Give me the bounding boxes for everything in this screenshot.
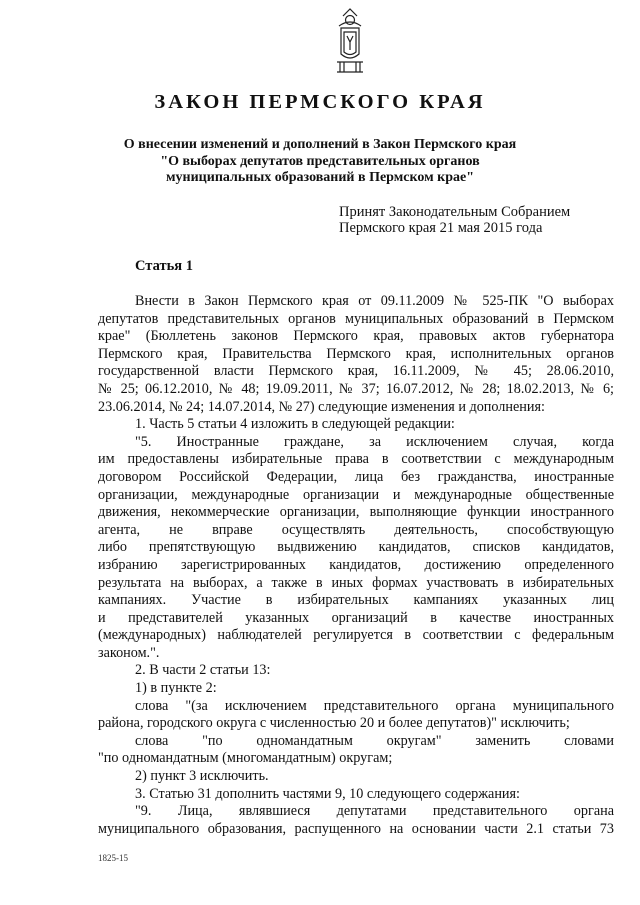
text-line: государственной власти Пермского края, 16.11.2009, № 45; 28.06.2010, bbox=[98, 363, 614, 380]
text-line: крае" (Бюллетень законов Пермского края, правовых актов губернатора bbox=[98, 328, 614, 345]
law-subtitle bbox=[0, 137, 640, 187]
article-heading: Статья 1 bbox=[135, 258, 193, 274]
text-line: муниципального образования, распущенного на основании части 2.1 статьи 73 bbox=[98, 820, 614, 837]
text-line: 23.06.2014, № 24; 14.07.2014, № 27) следующие изменения и дополнения: bbox=[98, 398, 545, 415]
text-line: "9. Лица, являвшиеся депутатами представительного органа bbox=[135, 803, 614, 820]
text-line: слова "по одномандатным округам" заменить словами bbox=[135, 732, 614, 749]
text-line: "5. Иностранные граждане, за исключением случая, когда bbox=[135, 433, 614, 450]
adoption-line: Принят Законодательным Собранием bbox=[339, 204, 571, 220]
text-line: 2. В части 2 статьи 13: bbox=[135, 662, 271, 679]
text-line: агента, не вправе осуществлять деятельность, способствующую bbox=[98, 521, 614, 538]
text-line: (международных) наблюдателей регулируется в соответствии с федеральным bbox=[98, 627, 614, 644]
text-line: им предоставлены избирательные права в соответствии с международным bbox=[98, 451, 614, 468]
text-line: 1) в пункте 2: bbox=[135, 680, 217, 697]
text-line: 1. Часть 5 статьи 4 изложить в следующей редакции: bbox=[135, 416, 455, 433]
text-line: избранию зарегистрированных кандидатов, достижению определенного bbox=[98, 556, 614, 573]
text-line: законом.". bbox=[98, 644, 160, 661]
text-line: и представителей указанных организаций в качестве иностранных bbox=[98, 609, 614, 626]
text-line: района, городского округа с численностью 20 и более депутатов)" исключить; bbox=[98, 715, 570, 732]
adoption-note bbox=[339, 204, 570, 236]
text-line: 3. Статью 31 дополнить частями 9, 10 следующего содержания: bbox=[135, 785, 520, 802]
text-line: организации, международные организации и международные общественные bbox=[98, 486, 614, 503]
text-line: Пермского края, Правительства Пермского края, исполнительных органов bbox=[98, 345, 614, 362]
text-line: либо препятствующую выдвижению кандидатов, списков кандидатов, bbox=[98, 539, 614, 556]
text-line: движения, некоммерческие организации, выполняющие функции иностранного bbox=[98, 504, 614, 521]
adoption-line: Пермского края 21 мая 2015 года bbox=[339, 220, 543, 236]
text-line: договором Российской Федерации, лица без гражданства, иностранные bbox=[98, 468, 614, 485]
subtitle-line: О внесении изменений и дополнений в Закон Пермского края bbox=[123, 137, 517, 152]
law-title: ЗАКОН ПЕРМСКОГО КРАЯ bbox=[154, 91, 486, 113]
text-line: Внести в Закон Пермского края от 09.11.2009 № 525-ПК "О выборах bbox=[135, 293, 614, 309]
text-line: слова "(за исключением представительного органа муниципального bbox=[135, 697, 614, 714]
text-line: "по одномандатным (многомандатным) округам; bbox=[98, 750, 393, 767]
subtitle-line: муниципальных образований в Пермском крае" bbox=[166, 170, 474, 185]
coat-of-arms-emblem bbox=[331, 6, 369, 78]
text-line: 2) пункт 3 исключить. bbox=[135, 768, 269, 785]
subtitle-line: "О выборах депутатов представительных органов bbox=[160, 153, 480, 169]
text-line: результата на выборах, а также в иных формах участвовать в избирательных bbox=[98, 574, 614, 591]
document-code: 1825-15 bbox=[98, 853, 128, 863]
article-body bbox=[98, 293, 614, 838]
text-line: № 25; 06.12.2010, № 48; 19.09.2011, № 37; 16.07.2012, № 28; 18.02.2013, № 6; bbox=[98, 380, 614, 397]
text-line: депутатов представительных органов муниципальных образований в Пермском bbox=[98, 310, 614, 327]
text-line: кампаниях. Участие в избирательных кампаниях указанных лиц bbox=[98, 592, 614, 609]
